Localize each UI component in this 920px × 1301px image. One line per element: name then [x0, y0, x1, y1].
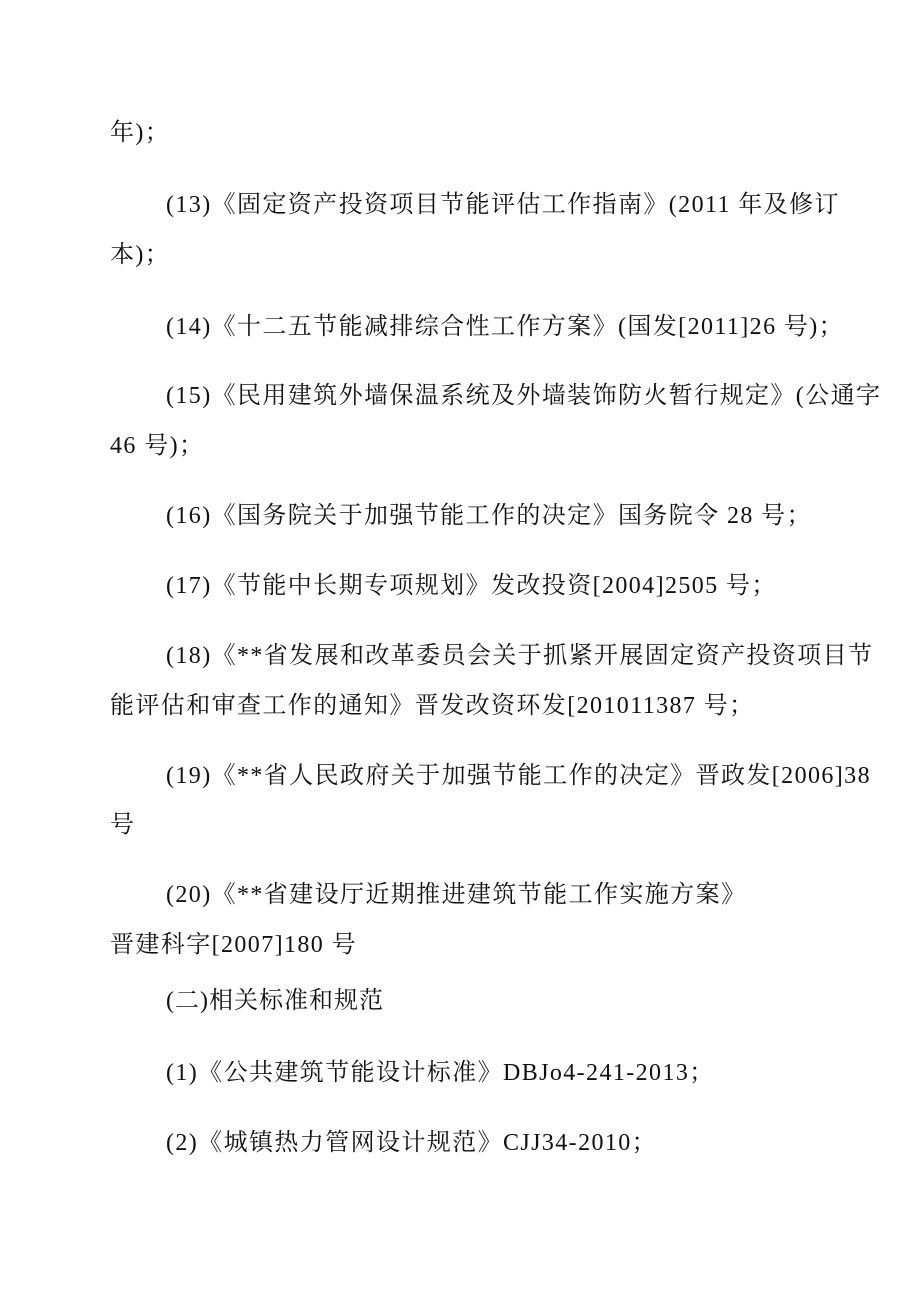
text-line: (16)《国务院关于加强节能工作的决定》国务院令 28 号； — [166, 503, 812, 529]
text-line: (17)《节能中长期专项规划》发改投资[2004]2505 号； — [166, 573, 777, 599]
text-line: (1)《公共建筑节能设计标准》DBJo4-241-2013； — [166, 1060, 715, 1086]
text-line: (14)《十二五节能减排综合性工作方案》(国发[2011]26 号)； — [166, 314, 845, 340]
text-line: 晋建科字[2007]180 号 — [110, 932, 357, 958]
text-line: (19)《**省人民政府关于加强节能工作的决定》晋政发[2006]38 — [166, 763, 871, 789]
text-line: 号 — [110, 812, 136, 838]
text-line: (13)《固定资产投资项目节能评估工作指南》(2011 年及修订 — [166, 192, 840, 218]
text-line: (2)《城镇热力管网设计规范》CJJ34-2010； — [166, 1130, 658, 1156]
section-heading: (二)相关标准和规范 — [166, 988, 384, 1014]
text-line: 46 号)； — [110, 433, 205, 459]
text-line: (18)《**省发展和改革委员会关于抓紧开展固定资产投资项目节 — [166, 643, 874, 669]
text-line: 能评估和审查工作的通知》晋发改资环发[201011387 号； — [110, 693, 755, 719]
text-line: (15)《民用建筑外墙保温系统及外墙装饰防火暂行规定》(公通字 — [166, 383, 882, 409]
text-line: 年)； — [110, 120, 171, 146]
text-line: (20)《**省建设厅近期推进建筑节能工作实施方案》 — [166, 882, 747, 908]
text-line: 本)； — [110, 242, 171, 268]
